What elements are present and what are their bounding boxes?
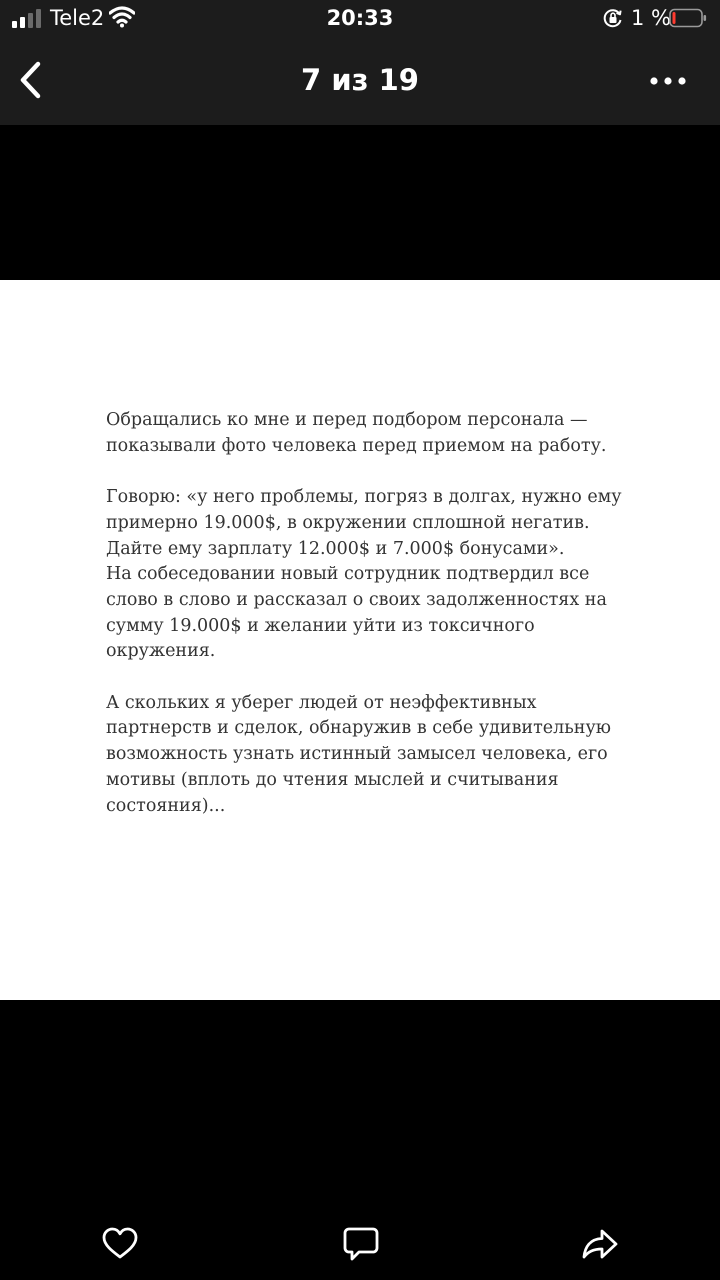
text-line: Говорю: «у него проблемы, погряз в долгах, нужно ему [106,487,622,508]
nav-bar [0,36,720,125]
carrier-name: Tele2 [50,6,105,30]
photo-text-block [106,408,646,845]
text-line: мотивы (вплоть до чтения мыслей и считывания [106,769,559,790]
text-line: состояния)... [106,795,226,816]
rotation-lock-icon [603,8,623,28]
text-line: возможность узнать истинный замысел человека, его [106,744,608,765]
text-paragraph [106,485,646,665]
text-line: Обращались ко мне и перед подбором персонала — [106,410,588,430]
text-line: окружения. [106,641,216,662]
photo-counter-title: 7 из 19 [301,63,419,97]
text-line: На собеседовании новый сотрудник подтвердил все [106,564,590,585]
bottom-action-bar [0,1200,720,1280]
text-paragraph [106,691,646,820]
status-time: 20:33 [326,6,394,30]
text-line: А скольких я уберег людей от неэффективных [106,692,537,713]
text-line: сумму 19.000$ и желании уйти из токсичного [106,615,535,636]
photo-image[interactable] [0,280,720,1000]
status-bar [0,0,720,36]
comment-icon[interactable] [341,1224,381,1264]
text-line: партнерств и сделок, обнаружив в себе удивительную [106,718,611,739]
text-paragraph [106,408,646,459]
share-icon[interactable] [580,1224,620,1264]
battery-percent: 1 % [631,6,671,30]
text-line: показывали фото человека перед приемом на работу. [106,435,607,456]
battery-icon [669,8,707,28]
more-horizontal-icon[interactable] [646,66,690,96]
text-line: слово в слово и рассказал о своих задолженностях на [106,589,607,610]
heart-icon[interactable] [100,1224,140,1264]
text-line: Дайте ему зарплату 12.000$ и 7.000$ бонусами». [106,538,565,559]
text-line: примерно 19.000$, в окружении сплошной негатив. [106,512,590,533]
